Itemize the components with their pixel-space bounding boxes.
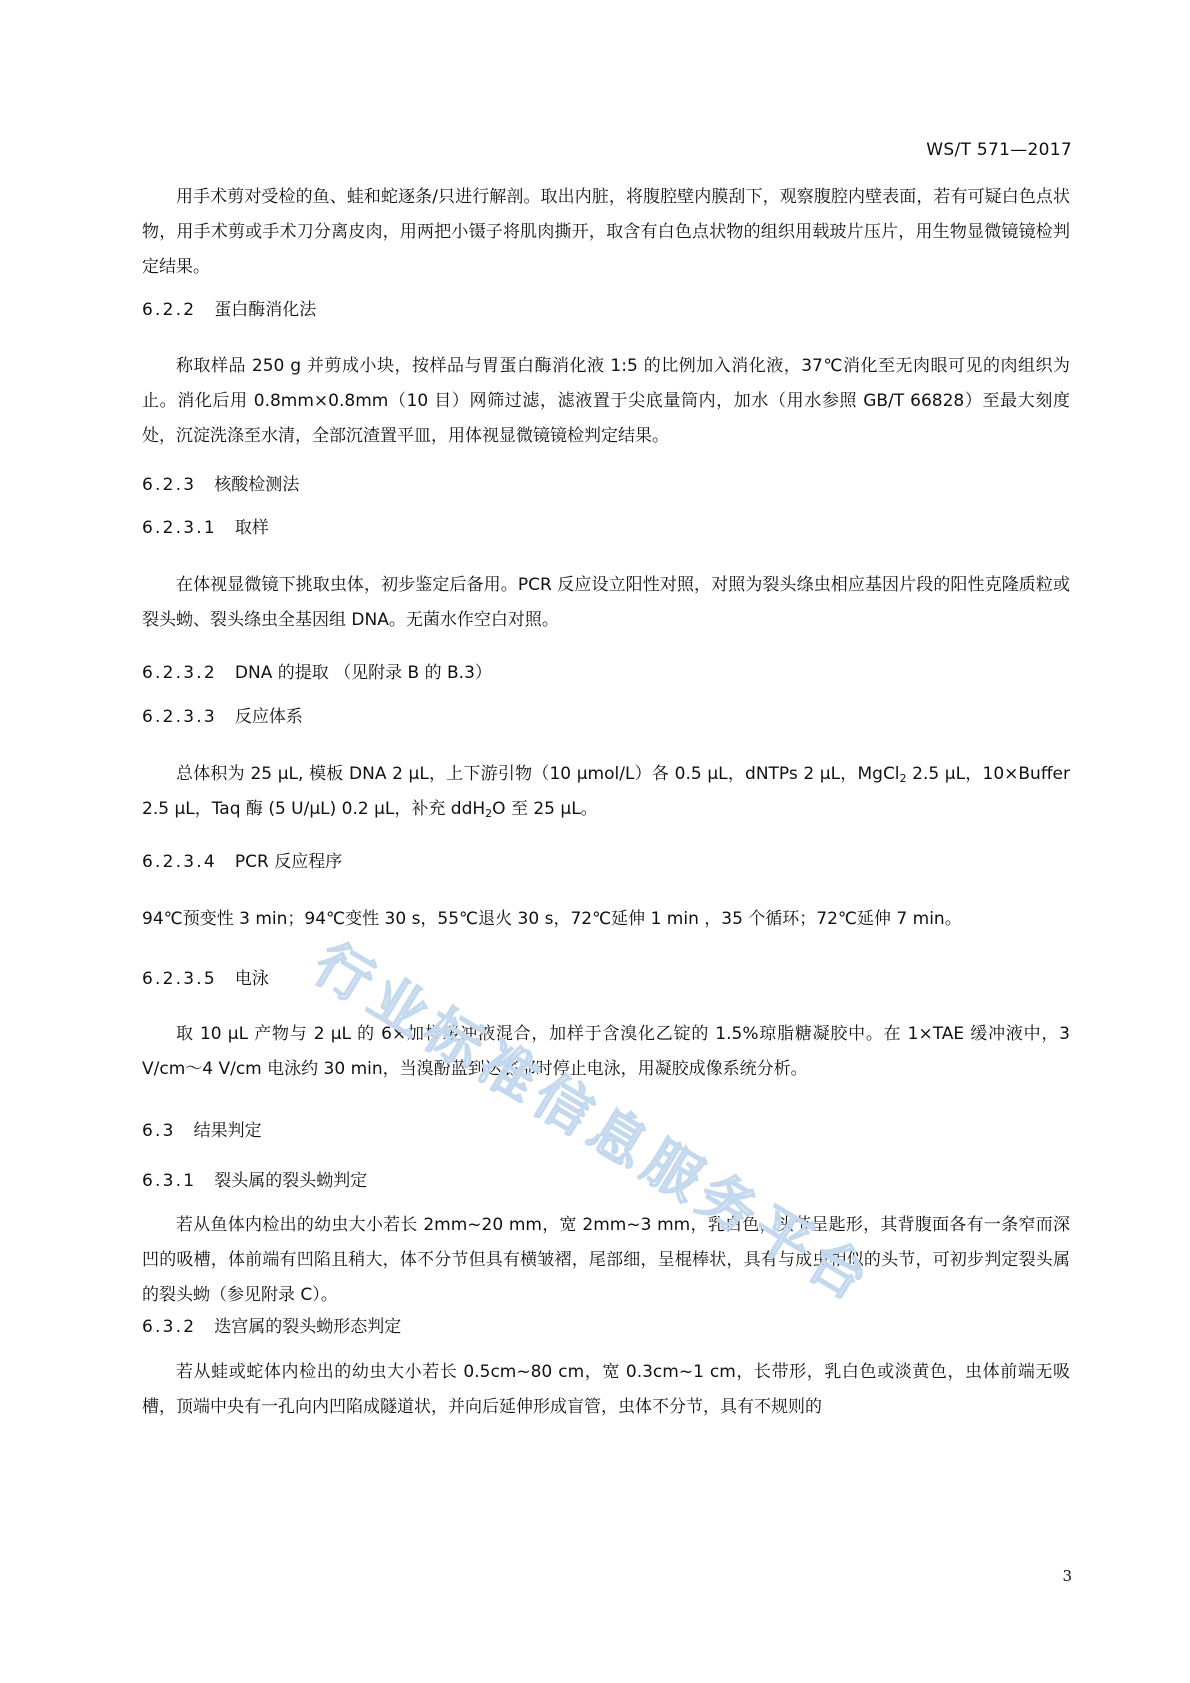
watermark-glyph: 准 — [467, 1030, 549, 1115]
paragraph-6-3-1: 若从鱼体内检出的幼虫大小若长 2mm~20 mm，宽 2mm~3 mm，乳白色，头节呈匙形，其背腹面各有一条窄而深凹的吸槽，体前端有凹陷且稍大，体不分节但具有横皱褶，尾部细，呈棍棒状，具有与成虫相似的头节，可初步判定裂头属的裂头蚴（参见附录 C）。 — [142, 1215, 1070, 1305]
text-run: 总体积为 25 μL, 模板 DNA 2 μL，上下游引物（10 μmol/L）各 0.5 μL，dNTPs 2 μL，MgCl — [176, 764, 900, 784]
subscript: 2 — [899, 772, 907, 785]
heading-number: 6.3.1 — [142, 1171, 197, 1191]
heading-6-2-3-1 — [142, 516, 269, 540]
watermark-glyph: 标 — [412, 997, 494, 1082]
heading-title: 裂头属的裂头蚴判定 — [214, 1171, 368, 1191]
watermark-glyph: 业 — [357, 964, 440, 1049]
watermark-glyph: 服 — [631, 1129, 714, 1214]
heading-number: 6.3.2 — [142, 1317, 197, 1337]
heading-6-3-1 — [142, 1169, 367, 1193]
text-run: O 至 25 μL。 — [492, 799, 598, 819]
paragraph-6-2-3-1: 在体视显微镜下挑取虫体，初步鉴定后备用。PCR 反应设立阳性对照，对照为裂头绦虫相应基因片段的阳性克隆质粒或裂头蚴、裂头绦虫全基因组 DNA。无菌水作空白对照。 — [142, 575, 1070, 630]
heading-title: 核酸检测法 — [214, 475, 300, 495]
heading-6-2-3-5 — [142, 967, 269, 991]
text-run: 2.5 μL，10×Buffer 2.5 μL，Taq 酶 (5 U/μL) 0.2 μL，补充 ddH — [142, 764, 1070, 819]
document-code: WS/T 571—2017 — [926, 140, 1072, 160]
paragraph-dissection: 用手术剪对受检的鱼、蛙和蛇逐条/只进行解剖。取出内脏，将腹腔壁内膜刮下，观察腹腔内壁表面，若有可疑白色点状物，用手术剪或手术刀分离皮肉，用两把小镊子将肌肉撕开，取含有白色点状物的组织用载玻片压片，用生物显微镜镜检判定结果。 — [142, 187, 1070, 277]
heading-title: 蛋白酶消化法 — [214, 300, 317, 320]
heading-6-2-3-2 — [142, 661, 492, 685]
paragraph-6-2-3-4: 94℃预变性 3 min；94℃变性 30 s，55℃退火 30 s，72℃延伸 1 min ，35 个循环；72℃延伸 7 min。 — [142, 909, 962, 929]
heading-6-2-3-4 — [142, 850, 342, 874]
heading-6-3-2 — [142, 1315, 401, 1339]
heading-6-2-2 — [142, 298, 316, 322]
paragraph-6-2-3-3 — [142, 757, 1070, 827]
heading-6-2-3-3 — [142, 705, 303, 729]
heading-number: 6.2.3.1 — [142, 518, 217, 538]
heading-number: 6.2.3.2 — [142, 663, 217, 683]
heading-title: 迭宫属的裂头蚴形态判定 — [214, 1317, 402, 1337]
heading-6-3 — [142, 1119, 262, 1143]
heading-title: 结果判定 — [193, 1121, 262, 1141]
heading-title: 取样 — [234, 518, 269, 538]
heading-title: 反应体系 — [234, 707, 303, 727]
heading-title: 电泳 — [234, 969, 269, 989]
heading-number: 6.2.3 — [142, 475, 197, 495]
heading-number: 6.3 — [142, 1121, 176, 1141]
heading-6-2-3 — [142, 473, 299, 497]
heading-number: 6.2.3.5 — [142, 969, 217, 989]
watermark-glyph: 行 — [302, 931, 385, 1016]
subscript: 2 — [485, 807, 493, 820]
watermark-glyph: 务 — [686, 1162, 769, 1247]
heading-title: PCR 反应程序 — [234, 852, 343, 872]
heading-number: 6.2.3.4 — [142, 852, 217, 872]
heading-title: DNA 的提取 （见附录 B 的 B.3） — [234, 663, 492, 683]
watermark-glyph: 台 — [796, 1227, 878, 1313]
heading-number: 6.2.2 — [142, 300, 197, 320]
watermark-glyph: 平 — [741, 1194, 824, 1280]
heading-number: 6.2.3.3 — [142, 707, 217, 727]
paragraph-6-2-2: 称取样品 250 g 并剪成小块，按样品与胃蛋白酶消化液 1:5 的比例加入消化液，37℃消化至无肉眼可见的肉组织为止。消化后用 0.8mm×0.8mm（10 目）网筛过滤，滤液置于尖底量筒内，加水（用水参照 GB/T 66828）至最大刻度处，沉淀洗涤至水清，全部沉渣置平皿，用体视显微镜镜检判定结果。 — [142, 356, 1070, 446]
watermark-glyph: 息 — [577, 1096, 659, 1181]
page-number: 3 — [1062, 1567, 1072, 1585]
watermark-glyph: 信 — [522, 1063, 604, 1148]
paragraph-6-2-3-5: 取 10 μL 产物与 2 μL 的 6×加样缓冲液混合，加样于含溴化乙锭的 1.5%琼脂糖凝胶中。在 1×TAE 缓冲液中，3 V/cm～4 V/cm 电泳约 30 min，当溴酚蓝到达底部时停止电泳，用凝胶成像系统分析。 — [142, 1024, 1070, 1079]
paragraph-6-3-2: 若从蛙或蛇体内检出的幼虫大小若长 0.5cm~80 cm，宽 0.3cm~1 cm，长带形，乳白色或淡黄色，虫体前端无吸槽，顶端中央有一孔向内凹陷成隧道状，并向后延伸形成盲管，虫体不分节，具有不规则的 — [142, 1362, 1070, 1417]
